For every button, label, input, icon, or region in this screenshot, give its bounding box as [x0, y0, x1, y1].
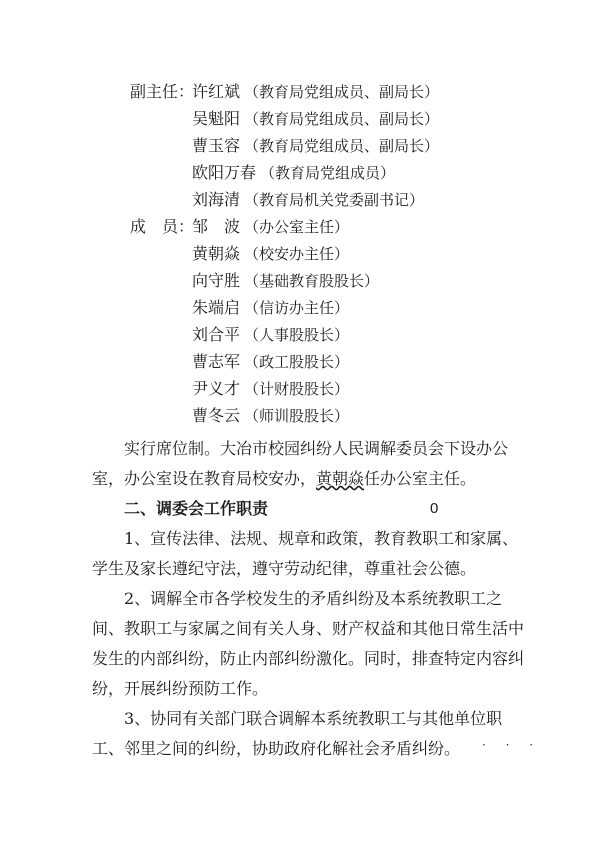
office-director-name: 黄朝焱 — [316, 469, 365, 488]
member-name: 黄朝焱 — [192, 244, 241, 263]
member-name: 曹冬云 — [192, 406, 241, 425]
roster-entry — [192, 402, 379, 429]
section-heading-text: 二、调委会工作职责 — [124, 499, 269, 518]
intro-text-end: 任办公室主任。 — [364, 469, 477, 488]
section-heading — [92, 494, 532, 524]
member-name: 欧阳万春 — [192, 163, 257, 182]
member-name: 曹志军 — [192, 352, 241, 371]
member-title: （政工股股长） — [244, 353, 350, 371]
member-title: （教育局党组成员、副局长） — [244, 83, 440, 101]
member-title: （教育局机关党委副书记） — [244, 191, 425, 209]
duty-item: 2、调解全市各学校发生的矛盾纠纷及本系统教职工之间、教职工与家属之间有关人身、财产权益和其他日常生活中发生的内部纠纷，防止内部纠纷激化。同时，排查特定内容纠纷，开展纠纷预防工作。 — [92, 589, 525, 698]
member-title: （教育局党组成员、副局长） — [244, 137, 440, 155]
member-name: 刘海清 — [192, 190, 241, 209]
member-title: （教育局党组成员、副局长） — [244, 110, 440, 128]
member-name: 曹玉容 — [192, 136, 241, 155]
handwritten-mark: 0 — [430, 500, 439, 517]
intro-text: 实行席位制。大冶市校园纠纷人民调解委员会下设办公室，办公室设在教育局校安办， — [92, 439, 509, 488]
roster-entry — [192, 321, 379, 348]
member-name: 吴魁阳 — [192, 109, 241, 128]
duty-item: 3、协同有关部门联合调解本系统教职工与其他单位职工、邻里之间的纠纷，协助政府化解社会矛盾纠纷。 — [92, 709, 503, 758]
member-title: （人事股股长） — [244, 326, 350, 344]
duty-item: 1、宣传法律、法规、规章和政策，教育教职工和家属、学生及家长遵纪守法，遵守劳动纪律，尊重社会公德。 — [92, 529, 519, 578]
scan-marks: · · · — [482, 738, 542, 752]
member-title: （计财股股长） — [244, 380, 350, 398]
member-name: 刘合平 — [192, 325, 241, 344]
roster-entry — [192, 375, 379, 402]
committee-roster — [130, 78, 439, 429]
roster-entry — [192, 105, 439, 132]
office-intro-paragraph — [92, 434, 532, 494]
roster-entry — [192, 78, 439, 105]
member-title: （办公室主任） — [244, 218, 350, 236]
roster-entry — [192, 267, 379, 294]
member-name: 邹 波 — [192, 217, 241, 236]
member-name: 朱端启 — [192, 298, 241, 317]
member-title: （信访办主任） — [244, 299, 350, 317]
member-name: 向守胜 — [192, 271, 241, 290]
roster-entry — [192, 213, 379, 240]
roster-entry — [192, 348, 379, 375]
roster-entry — [192, 159, 439, 186]
member-title: （基础教育股股长） — [244, 272, 380, 290]
member-title: （师训股股长） — [244, 407, 350, 425]
roster-entry — [192, 132, 439, 159]
member-title: （校安办主任） — [244, 245, 350, 263]
member-label: 成 员： — [130, 217, 195, 236]
roster-entry — [192, 186, 439, 213]
deputy-director-label: 副主任： — [130, 82, 195, 101]
roster-entry — [192, 294, 379, 321]
roster-entry — [192, 240, 379, 267]
member-title: （教育局党组成员） — [260, 164, 396, 182]
deputy-director-group — [130, 78, 439, 213]
member-name: 尹义才 — [192, 379, 241, 398]
body-text — [92, 434, 532, 764]
member-name: 许红斌 — [192, 82, 241, 101]
member-group — [130, 213, 439, 429]
